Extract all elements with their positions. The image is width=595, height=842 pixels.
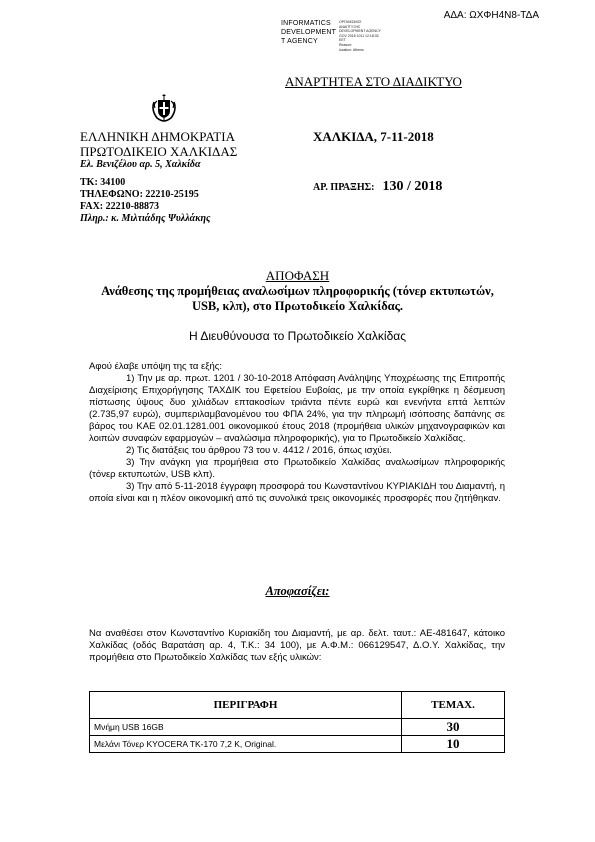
items-table xyxy=(89,691,505,753)
consideration-item: 1) Την με αρ. πρωτ. 1201 / 30-10-2018 Απόφαση Ανάληψης Υποχρέωσης της Επιτροπής Διαχείρισης Επιχορήγησης ΤΑΧΔΙΚ του Εφετείου Ευβοίας, με την οποία εγκρίθηκε η δέσμευση πίστωσης ύψους δυο χιλιάδων επτακοσίων τριάντα πέντε ευρώ και ενενήντα επτά λεπτών (2.735,97 ευρώ), συμπεριλαμβανομένου του ΦΠΑ 24%, για την πληρωμή ισόποσης δαπάνης σε βάρος του ΚΑΕ 02.01.1281.001 οικονομικού έτους 2018 (προμήθεια υλικών μηχανογραφικών και λοιπών συναφών εφαρμογών – αναλώσιμα πληροφορικής), για το Πρωτοδικείο Χαλκίδας. xyxy=(89,373,505,444)
sender-address: Ελ. Βενιζέλου αρ. 5, Χαλκίδα xyxy=(80,159,201,170)
decision-subject: Ανάθεσης της προμήθειας αναλωσίμων πληροφορικής (τόνερ εκτυπωτών, USB, κλπ), στο Πρωτοδικείο Χαλκίδας. xyxy=(101,284,494,313)
decides-heading: Αποφασίζει: xyxy=(265,584,330,598)
ida-small-line: DEVELOPMENT AGENCY xyxy=(339,29,381,34)
ida-stamp xyxy=(281,19,471,52)
consideration-item: 2) Τις διατάξεις του άρθρου 73 του ν. 4412 / 2016, όπως ισχύει. xyxy=(126,445,392,456)
ada-code: ΑΔΑ: ΩΧΦΗ4Ν8-ΤΔΑ xyxy=(443,10,539,21)
assignment-text: Να αναθέσει στον Κωνσταντίνο Κυριακίδη του Διαμαντή, με αρ. δελτ. ταυτ.: ΑΕ-481647, κάτοικο Χαλκίδας (οδός Βαρατάση αρ. 4, Τ.Κ.: 34 100), με Α.Φ.Μ.: 066129547, Δ.Ο.Υ. Χαλκίδας, την προμήθεια στο Πρωτοδικείο Χαλκίδας των εξής υλικών: xyxy=(89,628,505,663)
sender-info: Πληρ.: κ. Μιλτιάδης Ψυλλάκης xyxy=(80,213,211,224)
ida-small-line: ΑΝΑΠΤΥΞΗΣ xyxy=(339,24,361,29)
considerations xyxy=(89,361,505,505)
protocol-label: ΑΡ. ΠΡΑΞΗΣ: xyxy=(313,182,375,193)
court-name: ΠΡΩΤΟΔΙΚΕΙΟ ΧΑΛΚΙΔΑΣ xyxy=(80,144,238,159)
ida-small-line: EET xyxy=(339,38,346,43)
protocol-number xyxy=(313,177,442,195)
consideration-item: 3) Την ανάγκη για προμήθεια στο Πρωτοδικείο Χαλκίδας αναλωσίμων πληροφορικής (τόνερ εκτυπωτών, USB κλπ). xyxy=(89,457,505,480)
item-description: Μελάνι Τόνερ KYOCERA TK-170 7,2 K, Original. xyxy=(90,736,402,753)
consideration-item: 3) Την από 5-11-2018 έγγραφη προσφορά του Κωνσταντίνου ΚΥΡΙΑΚΙΔΗ του Διαμαντή, η οποία είναι και η πλέον οικονομική από τις συνολικά τρεις οικονομικές προσφορές που ζητήθηκαν. xyxy=(89,481,505,504)
ida-small-line: Reason: xyxy=(339,42,353,47)
column-header-quantity: ΤΕΜΑΧ. xyxy=(402,692,505,719)
item-quantity: 30 xyxy=(402,719,505,736)
decision-title: ΑΠΟΦΑΣΗ xyxy=(265,268,330,283)
item-description: Μνήμη USB 16GB xyxy=(90,719,402,736)
table-row xyxy=(90,736,505,753)
greek-emblem-icon xyxy=(148,92,180,124)
table-header-row xyxy=(90,692,505,719)
ida-line: INFORMATICS xyxy=(281,20,331,27)
ida-small-line: ΟΡΓΑΝΙΣΜΟΣ xyxy=(339,20,362,24)
sender-postcode: ΤΚ: 34100 xyxy=(80,177,126,188)
protocol-value: 130 / 2018 xyxy=(382,179,443,194)
state-name: ΕΛΛΗΝΙΚΗ ΔΗΜΟΚΡΑΤΙΑ xyxy=(80,129,235,144)
table-row xyxy=(90,719,505,736)
item-quantity: 10 xyxy=(402,736,505,753)
post-notice: ΑΝΑΡΤΗΤΕΑ ΣΤΟ ΔΙΑΔΙΚΤΥΟ xyxy=(285,74,462,89)
ida-small-line: GOV 2018 1011 12:18:33 xyxy=(339,33,379,38)
ida-line: T AGENCY xyxy=(281,38,318,45)
considerations-intro: Αφού έλαβε υπόψη της τα εξής: xyxy=(89,361,223,372)
director-line: Η Διευθύνουσα το Πρωτοδικείο Χαλκίδας xyxy=(189,329,406,343)
sender-fax: FAX: 22210-88873 xyxy=(80,201,159,212)
sender-phone: ΤΗΛΕΦΩΝΟ: 22210-25195 xyxy=(80,189,199,200)
sender-block xyxy=(80,129,237,225)
ida-line: DEVELOPMENT xyxy=(281,29,337,36)
column-header-description: ΠΕΡΙΓΡΑΦΗ xyxy=(90,692,402,719)
ida-small-line: location: Athens xyxy=(339,47,364,52)
document-date: ΧΑΛΚΙΔΑ, 7-11-2018 xyxy=(313,129,434,144)
